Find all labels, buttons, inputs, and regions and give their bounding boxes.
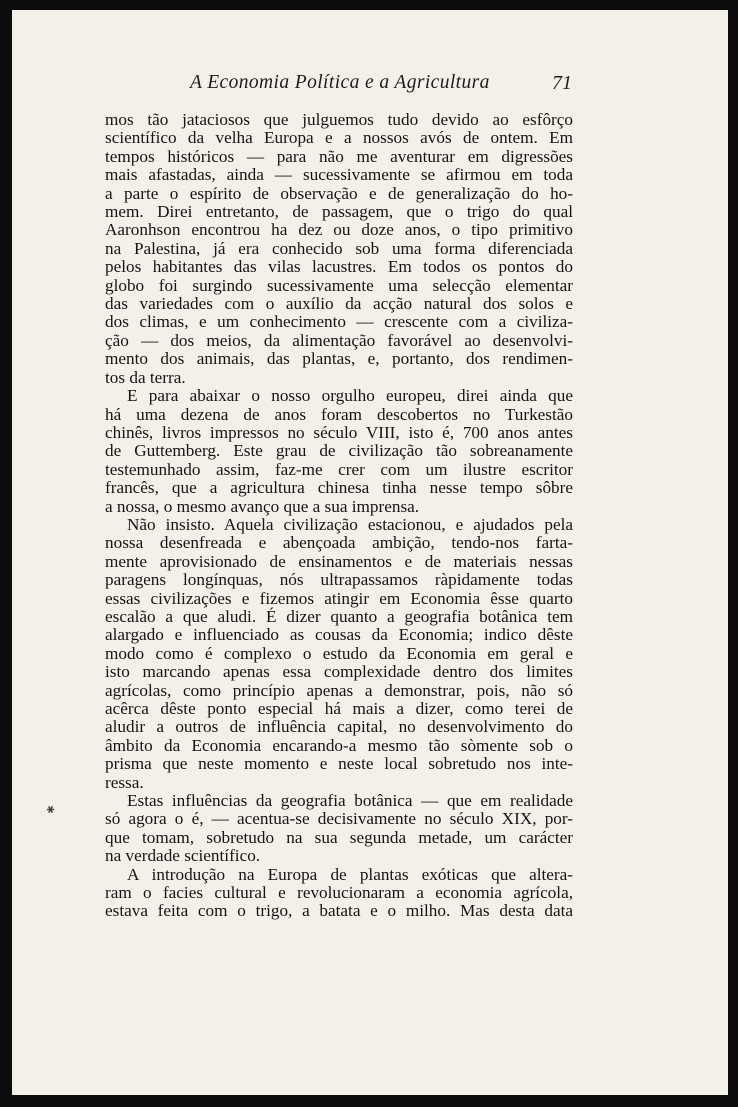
text-line: E para abaixar o nosso orgulho europeu, direi ainda que bbox=[127, 386, 573, 406]
text-line: mento dos animais, das plantas, e, portanto, dos rendimen- bbox=[105, 349, 573, 369]
text-line: que tomam, sobretudo na sua segunda metade, um carácter bbox=[105, 827, 573, 847]
text-line: de Guttemberg. Este grau de civilização tão sobreanamente bbox=[105, 441, 573, 461]
text-line: isto marcando apenas essa complexidade dentro dos limites bbox=[105, 662, 573, 682]
text-line: na Palestina, já era conhecido sob uma forma diferenciada bbox=[105, 238, 573, 258]
text-line: âmbito da Economia encarando-a mesmo tão sòmente sob o bbox=[105, 735, 573, 755]
body-text bbox=[105, 111, 573, 921]
text-line: ressa. bbox=[105, 772, 144, 792]
text-line: Aaronhson encontrou ha dez ou doze anos, o tipo primitivo bbox=[105, 220, 573, 240]
text-line: agrícolas, como princípio apenas a demonstrar, pois, não só bbox=[105, 680, 573, 700]
text-line: aludir a outros de influência capital, no desenvolvimento do bbox=[105, 717, 573, 737]
text-line: testemunhado assim, faz-me crer com um ilustre escritor bbox=[105, 459, 573, 479]
text-line: escalão a que aludi. É dizer quanto a geografia botânica tem bbox=[105, 606, 573, 626]
text-line: a parte o espírito de observação e de generalização do ho- bbox=[105, 183, 573, 203]
text-line: scientífico da velha Europa e a nossos avós de ontem. Em bbox=[105, 128, 573, 148]
text-line: nossa desenfreada e abençoada ambição, tendo-nos farta- bbox=[105, 533, 573, 553]
text-line: francês, que a agricultura chinesa tinha nesse tempo sôbre bbox=[105, 478, 573, 498]
text-line: A introdução na Europa de plantas exóticas que altera- bbox=[127, 864, 573, 884]
running-title: A Economia Política e a Agricultura bbox=[190, 72, 490, 93]
text-line: mente aprovisionado de ensinamentos e de materiais nessas bbox=[105, 551, 573, 571]
text-line: globo foi surgindo sucessivamente uma selecção elementar bbox=[105, 275, 573, 295]
page-number: 71 bbox=[552, 72, 572, 94]
text-line: prisma que neste momento e neste local sobretudo nos inte- bbox=[105, 754, 573, 774]
text-line: essas civilizações e fizemos atingir em Economia êsse quarto bbox=[105, 588, 573, 608]
text-line: mais afastadas, ainda — sucessivamente se afirmou em toda bbox=[105, 165, 573, 185]
stray-ink-mark: ✱ bbox=[44, 803, 58, 818]
text-line: mos tão jataciosos que julguemos tudo devido ao esfôrço bbox=[105, 110, 573, 129]
text-line: pelos habitantes das vilas lacustres. Em todos os pontos do bbox=[105, 257, 573, 277]
text-line: ção — dos meios, da alimentação favorável ao desenvolvi- bbox=[105, 330, 573, 350]
text-line: estava feita com o trigo, a batata e o milho. Mas desta data bbox=[105, 901, 573, 921]
text-line: tos da terra. bbox=[105, 367, 186, 387]
text-line: paragens longínquas, nós ultrapassamos ràpidamente todas bbox=[105, 570, 573, 590]
text-line: mem. Direi entretanto, de passagem, que o trigo do qual bbox=[105, 202, 573, 222]
text-line: das variedades com o auxílio da acção natural dos solos e bbox=[105, 294, 573, 314]
text-line: há uma dezena de anos foram descobertos no Turkestão bbox=[105, 404, 573, 424]
text-line: tempos históricos — para não me aventurar em digressões bbox=[105, 146, 573, 166]
running-header bbox=[12, 72, 728, 102]
text-line: alargado e influenciado as cousas da Economia; indico dêste bbox=[105, 625, 573, 645]
text-line: a nossa, o mesmo avanço que a sua imprensa. bbox=[105, 496, 420, 516]
text-line: na verdade scientífico. bbox=[105, 846, 261, 866]
text-line: dos climas, e um conhecimento — crescente com a civiliza- bbox=[105, 312, 573, 332]
text-line: chinês, livros impressos no século VIII, isto é, 700 anos antes bbox=[105, 422, 573, 442]
book-page bbox=[12, 10, 728, 1095]
text-line: Não insisto. Aquela civilização estacionou, e ajudados pela bbox=[127, 514, 573, 534]
text-line: só agora o é, — acentua-se decisivamente no século XIX, por- bbox=[105, 809, 573, 829]
text-line: ram o facies cultural e revolucionaram a economia agrícola, bbox=[105, 883, 573, 903]
text-line: Estas influências da geografia botânica — que em realidade bbox=[127, 791, 573, 811]
text-line: acêrca dêste ponto especial há mais a dizer, como terei de bbox=[105, 699, 573, 718]
text-line: modo como é complexo o estudo da Economia em geral e bbox=[105, 643, 573, 663]
